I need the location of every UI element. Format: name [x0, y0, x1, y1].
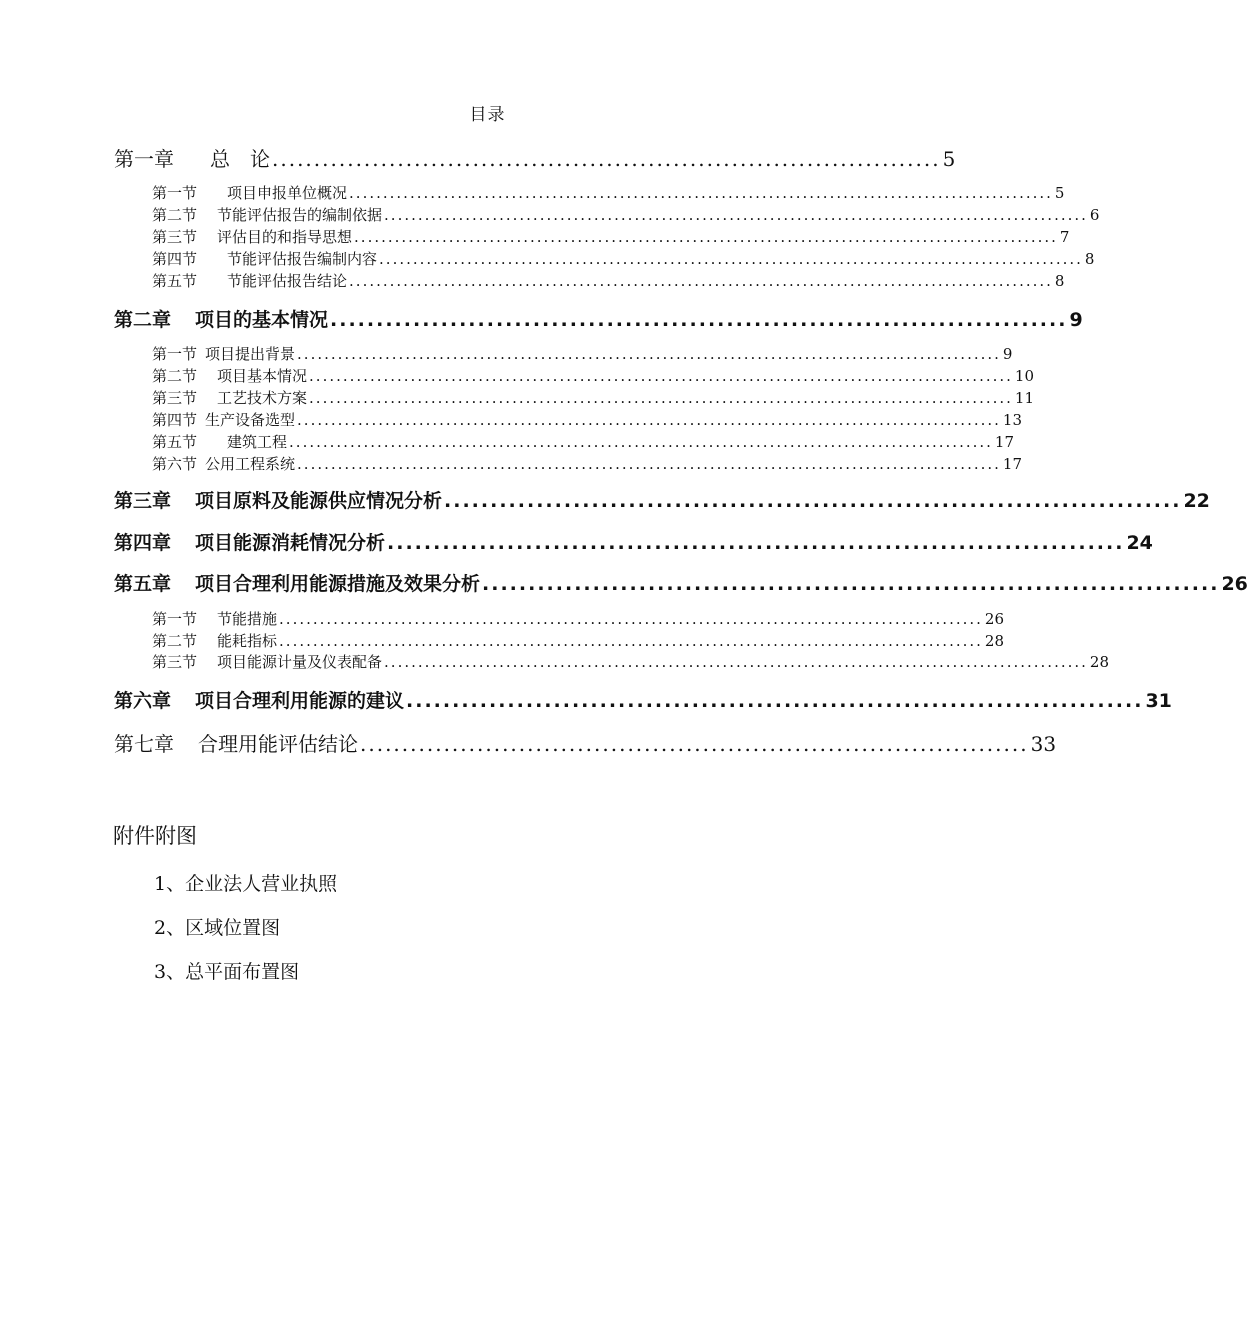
section-number: 第三节 — [152, 653, 198, 671]
chapter-title: 项目原料及能源供应情况分析 — [195, 490, 443, 512]
section-title: 建筑工程 — [227, 433, 288, 451]
chapter-number: 第三章 — [114, 490, 172, 512]
section-title: 项目基本情况 — [217, 367, 308, 385]
chapter-page: 9 — [1069, 309, 1083, 331]
section-title: 项目能源计量及仪表配备 — [217, 653, 383, 671]
section-title: 节能评估报告结论 — [227, 272, 348, 290]
section-page: 17 — [1002, 455, 1023, 473]
section-title: 生产设备选型 — [205, 411, 296, 429]
dot-leader: ........................................................................................................ — [297, 345, 1001, 363]
section-number: 第五节 — [152, 433, 198, 451]
section-page: 8 — [1054, 272, 1065, 290]
dot-leader: ........................................................................................................ — [379, 250, 1083, 268]
section-page: 7 — [1059, 228, 1070, 246]
toc-section-5-3[interactable] — [152, 651, 1110, 672]
section-number: 第五节 — [152, 272, 198, 290]
toc-title: 目录 — [469, 105, 506, 125]
toc-chapter-3[interactable] — [114, 486, 1210, 513]
section-number: 第二节 — [152, 632, 198, 650]
chapter-page: 31 — [1145, 690, 1172, 712]
dot-leader: ................................................................................ — [330, 309, 1068, 331]
dot-leader: ................................................................................ — [482, 573, 1220, 595]
toc-chapter-1[interactable] — [114, 143, 956, 172]
section-title: 项目提出背景 — [205, 345, 296, 363]
section-page: 13 — [1002, 411, 1023, 429]
section-title: 评估目的和指导思想 — [217, 228, 353, 246]
toc-section-2-4[interactable] — [152, 409, 1023, 430]
toc-section-1-5[interactable] — [152, 270, 1065, 291]
dot-leader: ........................................................................................................ — [354, 228, 1058, 246]
section-number: 第二节 — [152, 206, 198, 224]
dot-leader: ........................................................................................................ — [297, 455, 1001, 473]
dot-leader: ........................................................................................................ — [289, 433, 993, 451]
dot-leader: ........................................................................................................ — [279, 610, 983, 628]
dot-leader: ........................................................................................................ — [384, 206, 1088, 224]
chapter-title: 项目的基本情况 — [195, 309, 329, 331]
toc-section-2-6[interactable] — [152, 453, 1023, 474]
section-number: 第一节 — [152, 610, 198, 628]
attachment-item[interactable]: 3、总平面布置图 — [154, 961, 300, 983]
section-page: 28 — [984, 632, 1005, 650]
section-page: 11 — [1014, 389, 1035, 407]
attachment-item[interactable]: 2、区域位置图 — [154, 917, 281, 939]
chapter-number: 第五章 — [114, 573, 172, 595]
toc-chapter-5[interactable] — [114, 569, 1248, 596]
chapter-page: 5 — [942, 147, 956, 171]
dot-leader: ................................................................................ — [360, 732, 1029, 756]
dot-leader: ................................................................................ — [272, 147, 941, 171]
section-number: 第六节 — [152, 455, 198, 473]
dot-leader: ................................................................................ — [406, 690, 1144, 712]
section-number: 第四节 — [152, 250, 198, 268]
toc-section-2-1[interactable] — [152, 343, 1013, 364]
section-title: 能耗指标 — [217, 632, 278, 650]
toc-section-1-3[interactable] — [152, 226, 1070, 247]
chapter-number: 第四章 — [114, 532, 172, 554]
attachment-item[interactable]: 1、企业法人营业执照 — [154, 873, 338, 895]
chapter-page: 22 — [1183, 490, 1210, 512]
chapter-title: 总 论 — [210, 147, 270, 171]
toc-section-1-2[interactable] — [152, 204, 1100, 225]
dot-leader: ........................................................................................................ — [384, 653, 1088, 671]
toc-section-1-4[interactable] — [152, 248, 1095, 269]
chapter-page: 24 — [1126, 532, 1153, 554]
section-title: 节能评估报告的编制依据 — [217, 206, 383, 224]
section-title: 公用工程系统 — [205, 455, 296, 473]
toc-chapter-2[interactable] — [114, 305, 1083, 332]
section-page: 6 — [1089, 206, 1100, 224]
section-title: 项目申报单位概况 — [227, 184, 348, 202]
section-number: 第三节 — [152, 228, 198, 246]
dot-leader: ........................................................................................................ — [349, 184, 1053, 202]
dot-leader: ........................................................................................................ — [279, 632, 983, 650]
section-number: 第二节 — [152, 367, 198, 385]
chapter-title: 项目合理利用能源的建议 — [195, 690, 405, 712]
chapter-number: 第六章 — [114, 690, 172, 712]
section-page: 8 — [1084, 250, 1095, 268]
section-number: 第一节 — [152, 184, 198, 202]
toc-section-5-2[interactable] — [152, 630, 1005, 651]
dot-leader: ........................................................................................................ — [297, 411, 1001, 429]
toc-section-2-5[interactable] — [152, 431, 1015, 452]
section-number: 第一节 — [152, 345, 198, 363]
section-title: 节能评估报告编制内容 — [227, 250, 378, 268]
toc-chapter-4[interactable] — [114, 528, 1153, 555]
section-page: 28 — [1089, 653, 1110, 671]
attachments-heading: 附件附图 — [113, 824, 197, 848]
toc-section-2-3[interactable] — [152, 387, 1035, 408]
chapter-page: 26 — [1221, 573, 1248, 595]
chapter-title: 合理用能评估结论 — [198, 732, 358, 756]
section-page: 9 — [1002, 345, 1013, 363]
section-page: 17 — [994, 433, 1015, 451]
section-title: 工艺技术方案 — [217, 389, 308, 407]
chapter-number: 第一章 — [114, 147, 174, 171]
chapter-title: 项目能源消耗情况分析 — [195, 532, 386, 554]
section-number: 第三节 — [152, 389, 198, 407]
section-page: 10 — [1014, 367, 1035, 385]
section-number: 第四节 — [152, 411, 198, 429]
toc-chapter-6[interactable] — [114, 686, 1172, 713]
toc-chapter-7[interactable] — [114, 728, 1057, 757]
section-title: 节能措施 — [217, 610, 278, 628]
dot-leader: ................................................................................ — [444, 490, 1182, 512]
chapter-title: 项目合理利用能源措施及效果分析 — [195, 573, 481, 595]
dot-leader: ........................................................................................................ — [309, 389, 1013, 407]
dot-leader: ........................................................................................................ — [309, 367, 1013, 385]
chapter-number: 第七章 — [114, 732, 174, 756]
section-page: 5 — [1054, 184, 1065, 202]
toc-section-5-1[interactable] — [152, 608, 1005, 629]
chapter-page: 33 — [1030, 732, 1057, 756]
dot-leader: ................................................................................ — [387, 532, 1125, 554]
toc-section-2-2[interactable] — [152, 365, 1035, 386]
dot-leader: ........................................................................................................ — [349, 272, 1053, 290]
toc-section-1-1[interactable] — [152, 182, 1065, 203]
section-page: 26 — [984, 610, 1005, 628]
chapter-number: 第二章 — [114, 309, 172, 331]
